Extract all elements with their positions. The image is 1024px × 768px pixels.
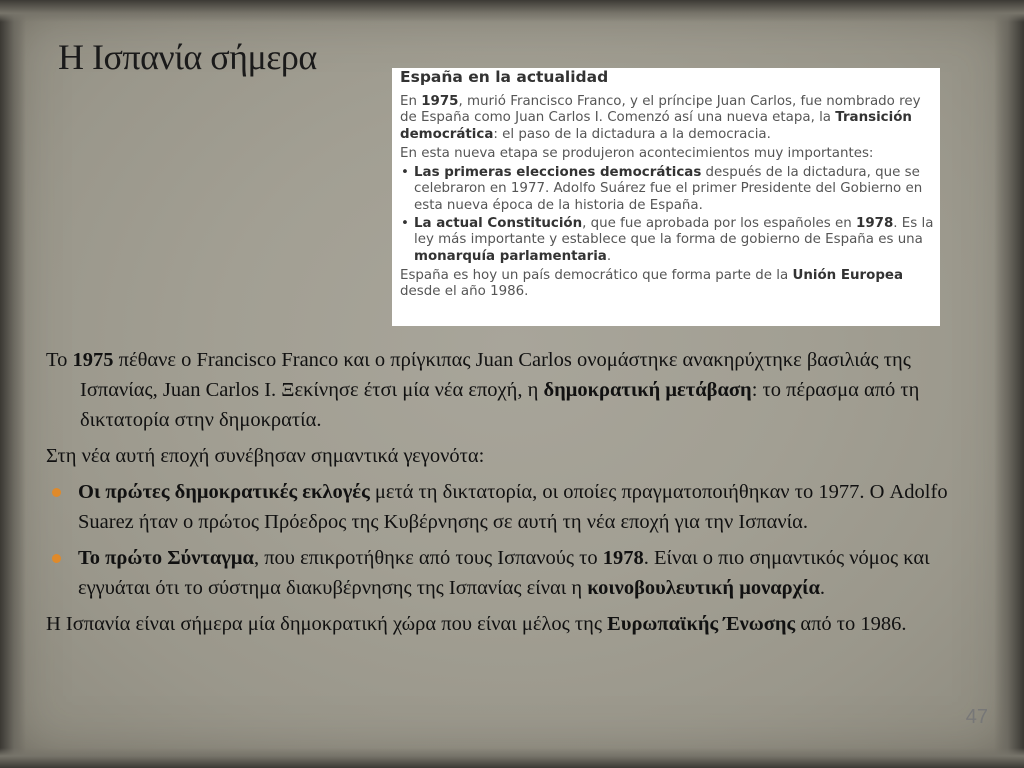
textbook-excerpt-image bbox=[392, 68, 940, 326]
page-number: 47 bbox=[965, 706, 988, 728]
excerpt-text: . Es la ley más importante y establece que la forma de gobierno de España es una bbox=[414, 216, 934, 248]
body-text: : το πέρασμα από τη δικτατορία στην δημοκρατία. bbox=[80, 379, 920, 431]
body-bold: 1978 bbox=[602, 547, 644, 569]
body-text: . bbox=[819, 577, 826, 599]
excerpt-bold: monarquía parlamentaria bbox=[414, 248, 607, 264]
excerpt-text: En bbox=[400, 94, 422, 109]
excerpt-paragraph-2: En esta nueva etapa se produjeron acontecimientos muy importantes: bbox=[400, 145, 874, 161]
excerpt-list bbox=[400, 165, 936, 265]
excerpt-body bbox=[400, 94, 936, 304]
body-paragraph-3 bbox=[46, 609, 976, 639]
slide-body bbox=[46, 345, 976, 645]
bullet-dot-icon bbox=[52, 554, 61, 563]
body-text: , που επικροτήθηκε από τους Ισπανούς το bbox=[253, 547, 603, 569]
body-text: . Είναι ο πιο σημαντικός νόμος και εγγυάται ότι το σύστημα διακυβέρνησης της Ισπανίας είναι η bbox=[78, 547, 930, 599]
excerpt-text: : el paso de la dictadura a la democracia. bbox=[493, 126, 771, 142]
excerpt-text: desde el año 1986. bbox=[400, 284, 529, 300]
body-paragraph-2: Στη νέα αυτή εποχή συνέβησαν σημαντικά γεγονότα: bbox=[46, 445, 485, 467]
excerpt-text: España es hoy un país democrático que forma parte de la bbox=[400, 267, 793, 283]
excerpt-bold: 1975 bbox=[421, 94, 459, 109]
excerpt-bold: La actual Constitución bbox=[414, 216, 583, 232]
body-paragraph-1 bbox=[46, 345, 976, 435]
body-bold: 1975 bbox=[72, 349, 114, 371]
excerpt-bold: Las primeras elecciones democráticas bbox=[414, 165, 702, 181]
torn-edge-top bbox=[0, 0, 1024, 22]
excerpt-bold: Unión Europea bbox=[792, 267, 904, 283]
torn-edge-left bbox=[0, 0, 26, 768]
body-bold: δημοκρατική μετάβαση bbox=[543, 379, 752, 401]
excerpt-bold: 1978 bbox=[856, 216, 894, 232]
excerpt-text: después de la dictadura, que se celebraron en 1977. Adolfo Suárez fue el primer Presidente del Gobierno en esta nueva época de la historia de España. bbox=[414, 165, 923, 213]
slide-title: Η Ισπανία σήμερα bbox=[58, 37, 317, 77]
bullet-dot-icon bbox=[52, 488, 61, 497]
excerpt-text: , que fue aprobada por los españoles en bbox=[582, 216, 856, 232]
excerpt-title: España en la actualidad bbox=[400, 68, 609, 86]
torn-edge-bottom bbox=[0, 748, 1024, 768]
excerpt-bold: Transición democrática bbox=[400, 110, 912, 142]
excerpt-list-item bbox=[400, 165, 936, 214]
excerpt-list-item bbox=[400, 216, 936, 265]
body-bold: Οι πρώτες δημοκρατικές εκλογές bbox=[78, 481, 370, 503]
body-bold: Ευρωπαϊκής Ένωσης bbox=[607, 613, 796, 635]
body-text: Το bbox=[46, 349, 73, 371]
body-text: Η Ισπανία είναι σήμερα μία δημοκρατική χώρα που είναι μέλος της bbox=[46, 613, 608, 635]
excerpt-text: . bbox=[606, 248, 612, 264]
torn-edge-right bbox=[994, 0, 1024, 768]
body-text: μετά τη δικτατορία, οι οποίες πραγματοποιήθηκαν το 1977. Ο Adolfo Suarez ήταν ο πρώτος Πρόεδρος της Κυβέρνησης σε αυτή τη νέα εποχή για την Ισπανία. bbox=[78, 481, 948, 533]
bullet-item-elections bbox=[46, 477, 976, 537]
body-bold: Το πρώτο Σύνταγμα bbox=[78, 547, 254, 569]
body-bold: κοινοβουλευτική μοναρχία bbox=[587, 577, 820, 599]
excerpt-paragraph-1 bbox=[400, 94, 936, 143]
excerpt-paragraph-3 bbox=[400, 268, 936, 301]
bullet-item-constitution bbox=[46, 543, 976, 603]
body-text: πέθανε ο Francisco Franco και ο πρίγκιπας Juan Carlos ονομάστηκε ανακηρύχτηκε βασιλιάς της Ισπανίας, Juan Carlos I. Ξεκίνησε έτσι μία νέα εποχή, η bbox=[80, 349, 911, 401]
excerpt-text: , murió Francisco Franco, y el príncipe Juan Carlos, fue nombrado rey de España como Juan Carlos I. Comenzó así una nueva etapa, la bbox=[400, 94, 921, 126]
body-text: από το 1986. bbox=[795, 613, 907, 635]
